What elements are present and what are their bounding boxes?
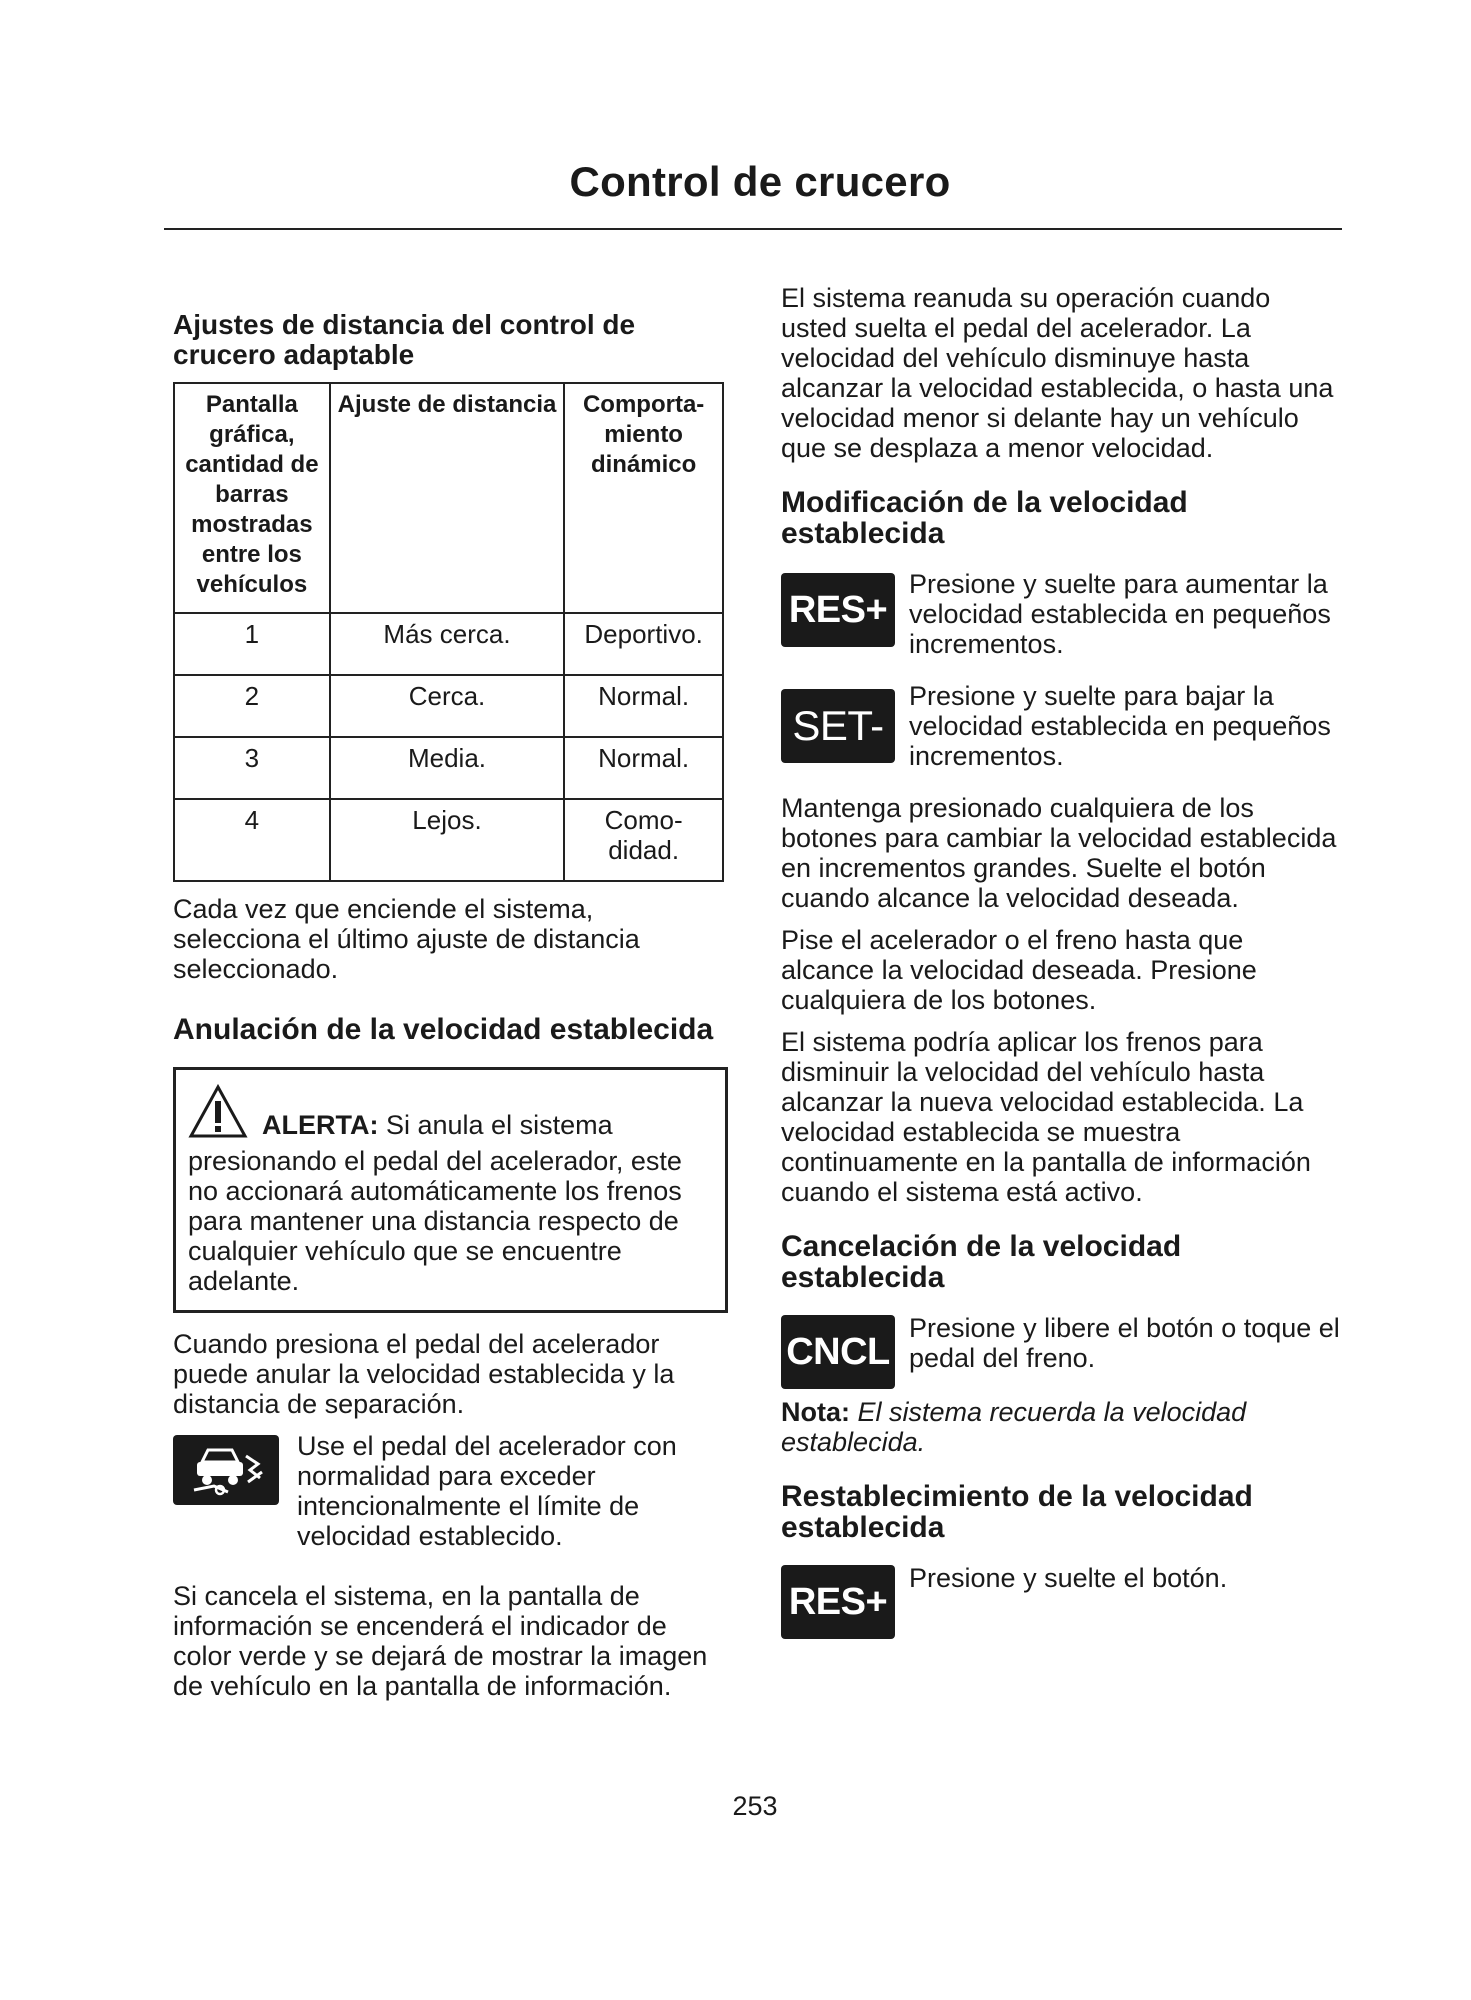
left-column [173,310,728,1701]
page-title: Control de crucero [569,158,951,205]
res2-text: Presione y suelte el botón. [909,1563,1228,1593]
table-row [174,675,723,737]
table-row [174,737,723,799]
table-cell: Normal. [564,675,723,737]
table-header-row [174,383,723,613]
table-header-behavior: Comporta-miento dinámico [564,383,723,613]
table-cell: Normal. [564,737,723,799]
set-minus-button-icon: SET- [781,689,895,763]
distance-settings-heading: Ajustes de distancia del control de crucero adaptable [173,309,636,370]
distance-settings-table [173,382,724,882]
cncl-instruction [781,1313,1341,1389]
cancel-speed-heading: Cancelación de la velocidad establecida [781,1230,1182,1294]
table-row [174,613,723,675]
paragraph-last-setting: Cada vez que enciende el sistema, selecciona el último ajuste de distancia seleccionado. [173,894,640,984]
table-cell: 3 [174,737,330,799]
accelerator-override-icon [173,1435,279,1505]
res-instruction [781,569,1341,659]
accelerator-text: Use el pedal del acelerador con normalidad para exceder intencionalmente el límite de velocidad establecido. [297,1431,677,1551]
table-cell: Deportivo. [564,613,723,675]
paragraph-pedal: Pise el acelerador o el freno hasta que alcance la velocidad deseada. Presione cualquiera de los botones. [781,925,1257,1015]
warning-triangle-icon [188,1084,248,1146]
page-number: 253 [732,1791,778,1821]
res-text: Presione y suelte para aumentar la velocidad establecida en pequeños incrementos. [909,569,1331,659]
alert-label: ALERTA: [262,1110,379,1140]
set-instruction [781,681,1341,771]
table-cell: 2 [174,675,330,737]
override-heading: Anulación de la velocidad establecida [173,1013,714,1046]
res2-instruction [781,1563,1341,1639]
alert-box [173,1067,728,1313]
table-row [174,799,723,881]
table-header-display: Pantalla gráfica, cantidad de barras mostradas entre los vehículos [174,383,330,613]
note [781,1397,1341,1457]
table-cell: Lejos. [330,799,565,881]
table-cell: Como-didad. [564,799,723,881]
modify-speed-heading: Modificación de la velocidad establecida [781,486,1188,550]
alert-text: Si anula el sistema presionando el pedal del acelerador, este no accionará automáticamente los frenos para mantener una distancia respecto de cualquier vehículo que se encuentre adelante. [188,1110,682,1296]
table-cell: Cerca. [330,675,565,737]
title-divider [164,228,1342,230]
right-column [781,283,1341,1639]
paragraph-resume: El sistema reanuda su operación cuando usted suelta el pedal del acelerador. La velocidad del vehículo disminuye hasta alcanzar la velocidad establecida, o hasta una velocidad menor si delante hay un vehículo que se desplaza a menor velocidad. [781,283,1334,463]
accelerator-note [173,1431,728,1551]
res-plus-button-icon: RES+ [781,573,895,647]
paragraph-override: Cuando presiona el pedal del acelerador puede anular la velocidad establecida y la distancia de separación. [173,1329,675,1419]
note-label: Nota: [781,1397,850,1427]
paragraph-hold: Mantenga presionado cualquiera de los botones para cambiar la velocidad establecida en incrementos grandes. Suelte el botón cuando alcance la velocidad deseada. [781,793,1337,913]
res-plus-button-icon: RES+ [781,1565,895,1639]
paragraph-cancel-system: Si cancela el sistema, en la pantalla de información se encenderá el indicador de color verde y se dejará de mostrar la imagen de vehículo en la pantalla de información. [173,1581,708,1701]
table-cell: Más cerca. [330,613,565,675]
set-text: Presione y suelte para bajar la velocidad establecida en pequeños incrementos. [909,681,1331,771]
cncl-text: Presione y libere el botón o toque el pedal del freno. [909,1313,1340,1373]
table-cell: Media. [330,737,565,799]
restore-speed-heading: Restablecimiento de la velocidad establecida [781,1480,1253,1544]
note-text: El sistema recuerda la velocidad establecida. [781,1397,1247,1457]
cncl-button-icon: CNCL [781,1315,895,1389]
table-cell: 1 [174,613,330,675]
table-cell: 4 [174,799,330,881]
paragraph-brakes: El sistema podría aplicar los frenos para disminuir la velocidad del vehículo hasta alcanzar la nueva velocidad establecida. La velocidad establecida se muestra continuamente en la pantalla de información cuando el sistema está activo. [781,1027,1311,1207]
table-header-distance: Ajuste de distancia [330,383,565,613]
